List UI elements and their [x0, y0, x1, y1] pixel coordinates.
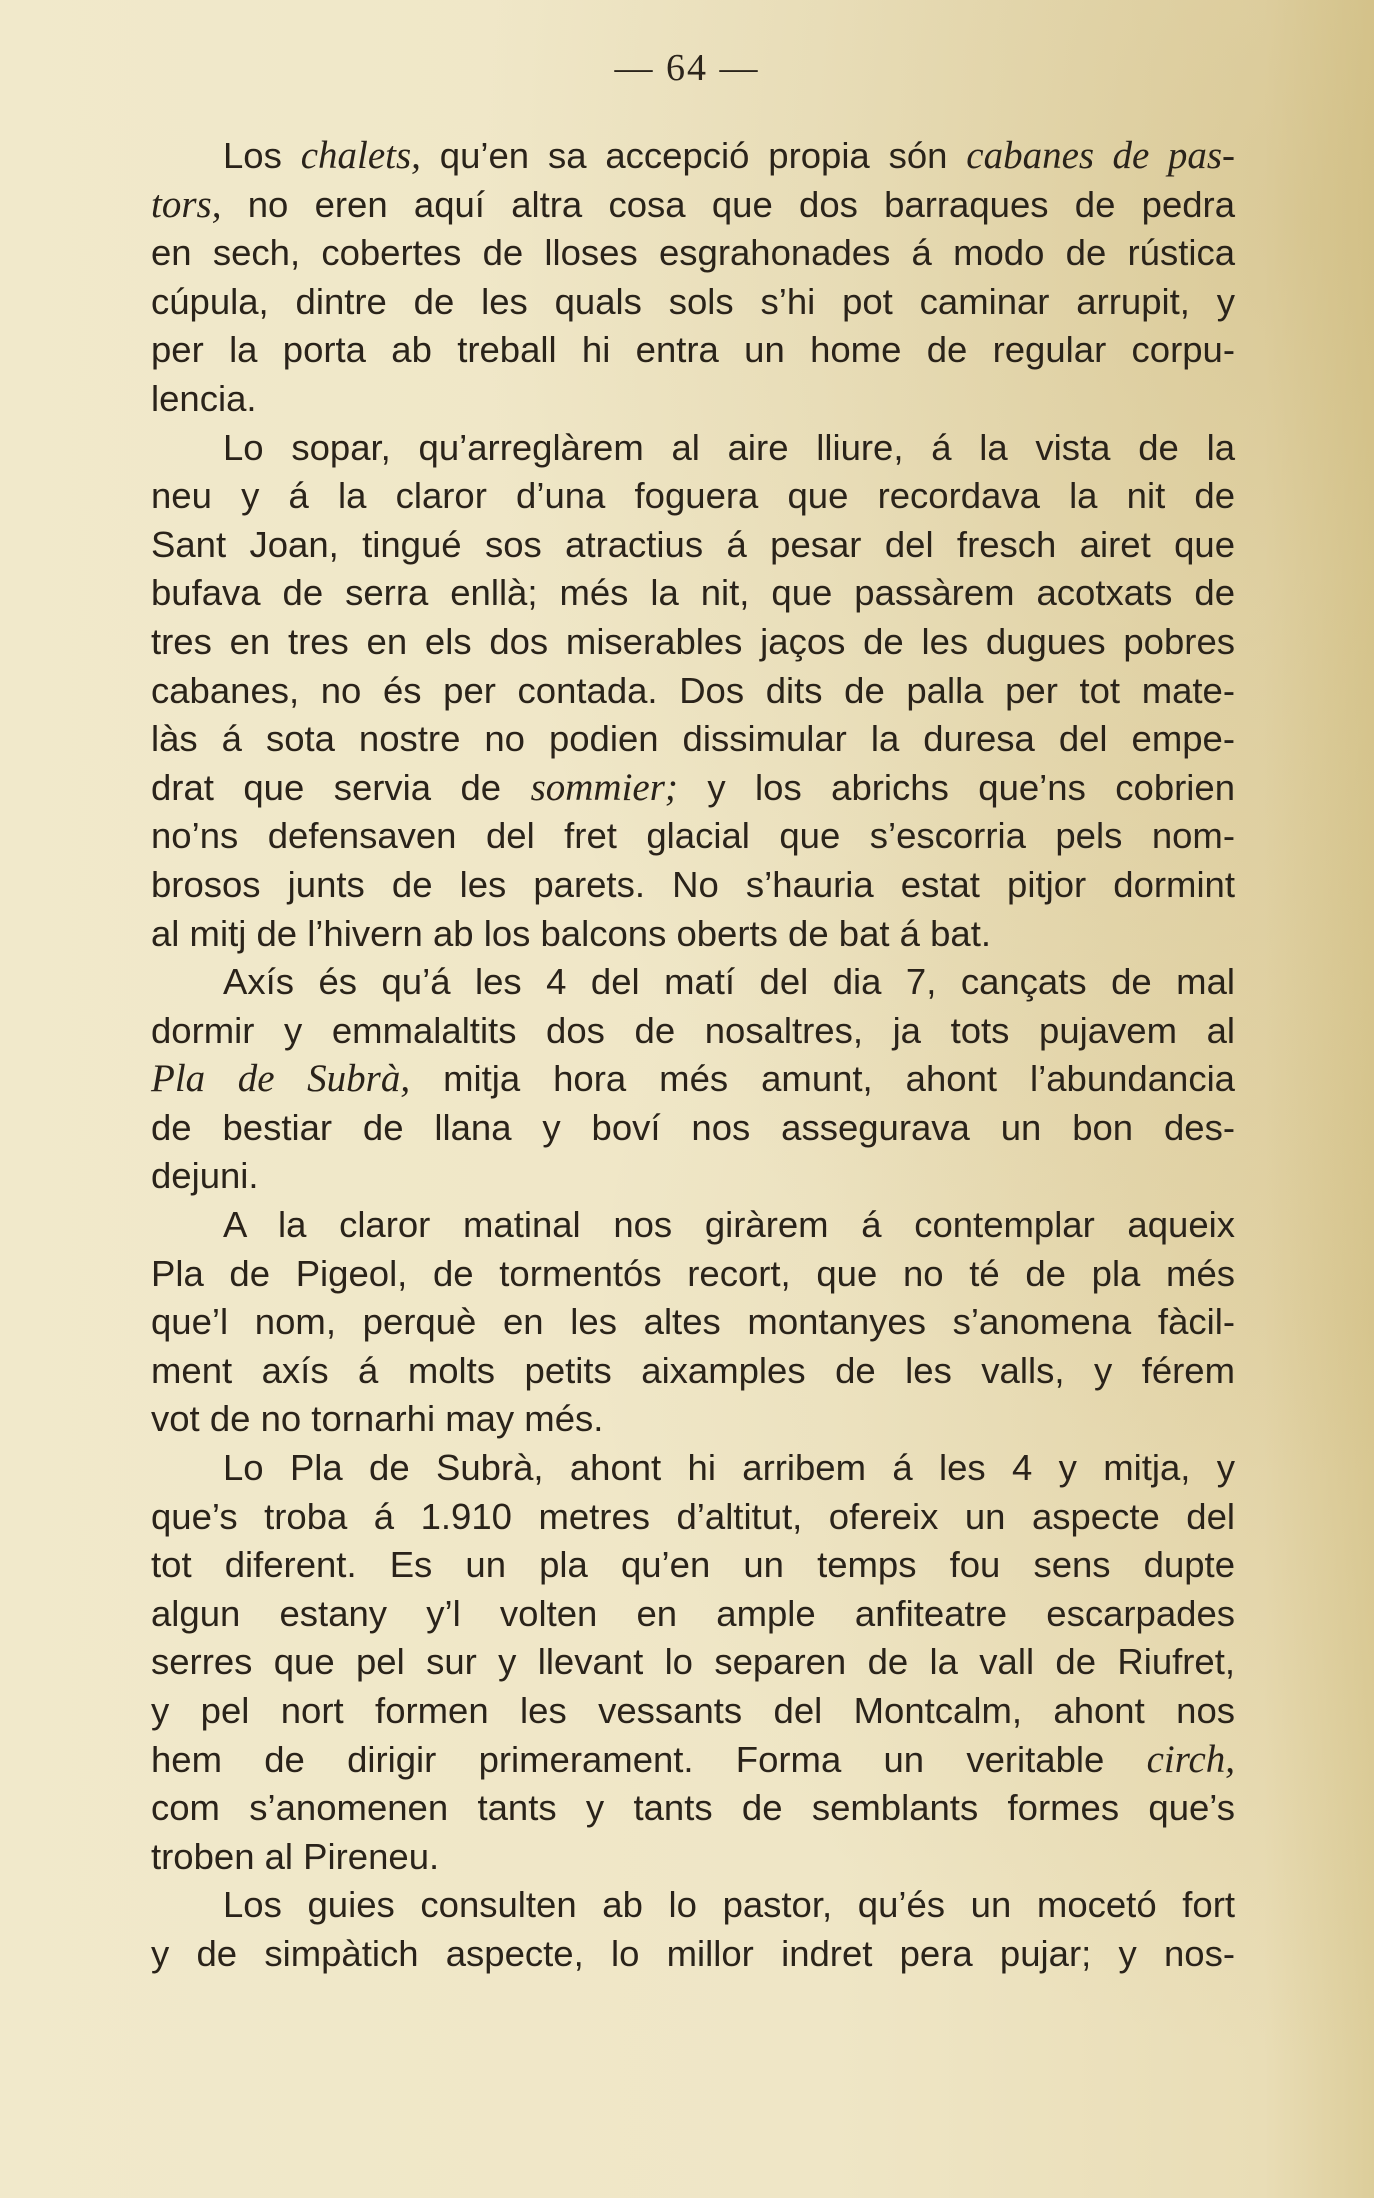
- text-line: troben al Pireneu.: [151, 1835, 440, 1877]
- text-line: neu y á la claror d’una foguera que recordava la nit de: [151, 475, 1235, 517]
- text-line: dormir y emmalaltits dos de nosaltres, ja tots pujavem al: [151, 1009, 1235, 1051]
- text-line: algun estany y’l volten en ample anfiteatre escarpades: [151, 1592, 1235, 1634]
- text-line: Sant Joan, tingué sos atractius á pesar del fresch airet que: [151, 523, 1235, 565]
- paragraph: [151, 1444, 1235, 1881]
- italic-term: sommier;: [530, 765, 678, 809]
- text-line: Pla de Subrà, mitja hora més amunt, ahont l’abundancia: [151, 1057, 1235, 1101]
- italic-term: cabanes de pas-: [966, 134, 1235, 177]
- paragraph: [151, 132, 1235, 424]
- text-line: làs á sota nostre no podien dissimular la duresa del empe-: [151, 718, 1235, 760]
- paragraph: [151, 1201, 1235, 1444]
- text-line: dejuni.: [151, 1155, 259, 1197]
- text-line: que’l nom, perquè en les altes montanyes s’anomena fàcil-: [151, 1301, 1235, 1343]
- italic-term: circh,: [1146, 1737, 1235, 1781]
- italic-term: tors,: [151, 182, 222, 226]
- paragraph: [151, 958, 1235, 1201]
- text-line: tors, no eren aquí altra cosa que dos barraques de pedra: [151, 182, 1235, 226]
- text-line: y pel nort formen les vessants del Montcalm, ahont nos: [151, 1690, 1235, 1731]
- text-line: Pla de Pigeol, de tormentós recort, que no té de pla més: [151, 1252, 1235, 1294]
- text-line: A la claror matinal nos giràrem á contemplar aqueix: [223, 1204, 1235, 1246]
- text-line: Lo Pla de Subrà, ahont hi arribem á les 4 y mitja, y: [223, 1447, 1235, 1489]
- text-line: tot diferent. Es un pla qu’en un temps fou sens dupte: [151, 1544, 1235, 1586]
- text-line: Los guies consulten ab lo pastor, qu’és un mocetó fort: [223, 1884, 1235, 1926]
- text-line: hem de dirigir primerament. Forma un veritable circh,: [151, 1737, 1235, 1781]
- text-line: bufava de serra enllà; més la nit, que passàrem acotxats de: [151, 572, 1235, 614]
- text-line: com s’anomenen tants y tants de semblants formes que’s: [151, 1787, 1235, 1829]
- italic-term: Pla de Subrà,: [151, 1057, 411, 1101]
- text-line: Axís és qu’á les 4 del matí del dia 7, cançats de mal: [223, 961, 1235, 1003]
- text-line: cabanes, no és per contada. Dos dits de palla per tot mate-: [151, 669, 1235, 711]
- text-line: Los chalets, qu’en sa accepció propia són cabanes de pas-: [223, 134, 1235, 177]
- text-line: en sech, cobertes de lloses esgrahonades á modo de rústica: [151, 232, 1235, 274]
- text-line: drat que servia de sommier; y los abrichs que’ns cobrien: [151, 765, 1235, 809]
- text-line: brosos junts de les parets. No s’hauria estat pitjor dormint: [151, 863, 1235, 905]
- text-line: Lo sopar, qu’arreglàrem al aire lliure, á la vista de la: [223, 426, 1235, 468]
- italic-term: chalets,: [300, 134, 421, 177]
- text-line: lencia.: [151, 377, 257, 419]
- paragraph: [151, 424, 1235, 959]
- text-line: per la porta ab treball hi entra un home de regular corpu-: [151, 329, 1235, 371]
- text-line: que’s troba á 1.910 metres d’altitut, ofereix un aspecte del: [151, 1495, 1235, 1537]
- text-line: y de simpàtich aspecte, lo millor indret pera pujar; y nos-: [151, 1932, 1235, 1974]
- text-line: tres en tres en els dos miserables jaços de les dugues pobres: [151, 620, 1235, 662]
- text-line: ment axís á molts petits aixamples de les valls, y férem: [151, 1349, 1235, 1391]
- text-line: cúpula, dintre de les quals sols s’hi pot caminar arrupit, y: [151, 280, 1235, 322]
- text-line: al mitj de l’hivern ab los balcons oberts de bat á bat.: [151, 912, 991, 954]
- paragraph: [151, 1881, 1235, 1978]
- text-line: serres que pel sur y llevant lo separen de la vall de Riufret,: [151, 1641, 1235, 1683]
- text-line: vot de no tornarhi may més.: [151, 1398, 604, 1440]
- text-line: de bestiar de llana y boví nos assegurava un bon des-: [151, 1106, 1235, 1148]
- page-number: — 64 —: [614, 47, 760, 89]
- body-text: [151, 132, 1235, 1979]
- text-line: no’ns defensaven del fret glacial que s’escorria pels nom-: [151, 815, 1235, 857]
